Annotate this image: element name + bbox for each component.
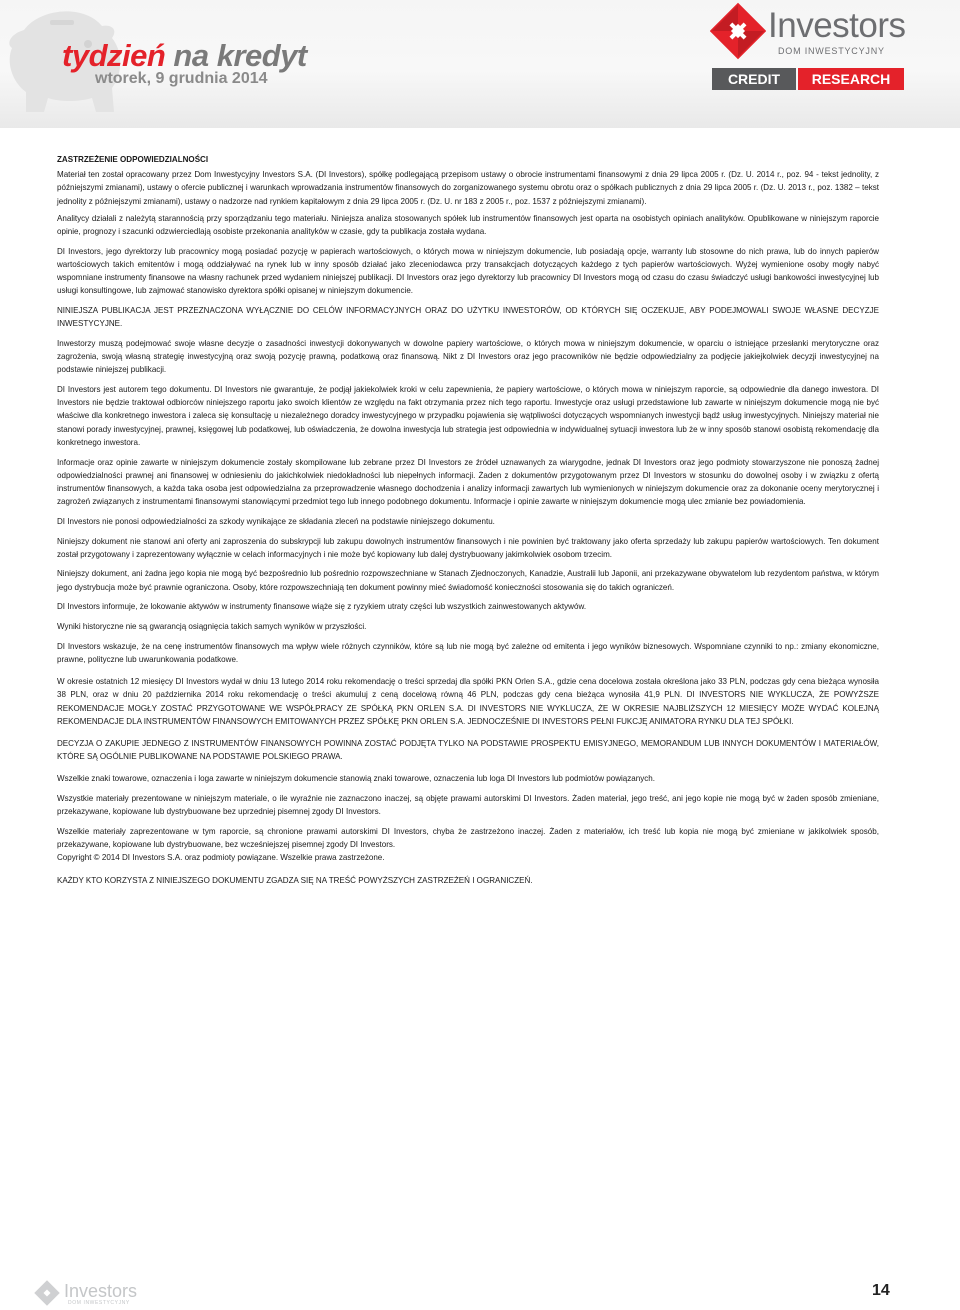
disclaimer-paragraph: Informacje oraz opinie zawarte w niniejszym dokumencie zostały skompilowane lub zebrane przez DI Investors ze źródeł uznawanych za wiarygodne, jednak DI Investors oraz jego podmioty stowarzyszone nie ponoszą żadnej odpowiedzialności prawnej ani finansowej w odniesieniu do jakichkolwiek niedokładności lub niepełnych informacji. Żaden z dokumentów przygotowanym przez DI Investors w stosunku do dowolnej osoby i w związku z ofertą instrumentów finansowych, a każda taka osoba jest odpowiedzialna za przeprowadzenie własnego dochodzenia i analizy informacji zawartych lub wymienionych w niniejszym dokumencie oraz za dokonanie oceny merytorycznej i zagrożeń związanych z instrumentami finansowymi stanowiącymi przedmiot tego lub innego podobnego dokumentu. Informacje i opinie zawarte w niniejszym dokumencie mogą ulec zmianie bez powiadomienia. [57,457,879,507]
disclaimer-paragraph: DI Investors, jego dyrektorzy lub pracownicy mogą posiadać pozycję w papierach wartościowych, o których mowa w niniejszym dokumencie, lub posiadają opcje, warranty lub stosowne do nich prawa, lub do innych papierów wartościowych takich emitentów i mogą oddziaływać na rynek lub w inny sposób działać jako zleceniodawca przy transakcjach dotyczących każdego z tych papierów wartościowych. Wyżej wymienione osoby mogły nabyć wspomniane instrumenty finansowe na własny rachunek przed wydaniem niniejszej publikacji. DI Investors oraz jego dyrektorzy lub pracownicy DI Investors mogą od czasu do czasu świadczyć usługi bankowości inwestycyjnej lub usługi konsultingowe, lub zajmować stanowisko dyrektora spółki opisanej w niniejszym dokumencie. [57,246,879,296]
disclaimer-paragraph: DI Investors wskazuje, że na cenę instrumentów finansowych ma wpływ wiele różnych czynników, które są lub nie mogą być zależne od emitenta i jego wyników biznesowych. Wspomniane czynniki to np.: zmiany ekonomiczne, prawne, polityczne lub uwarunkowania podatkowe. [57,641,879,664]
disclaimer-paragraph: DI Investors jest autorem tego dokumentu. DI Investors nie gwarantuje, że podjął jakiekolwiek kroki w celu zapewnienia, że papiery wartościowe, o których mowa w niniejszym raporcie, są odpowiednie dla danego inwestora. DI Investors nie będzie traktował odbiorców niniejszego raportu jako swoich klientów ze względu na fakt otrzymania przez nich tego raportu. Inwestycje oraz usługi przedstawione lub zawarte w niniejszym dokumencie mogą nie być właściwe dla konkretnego inwestora i zaleca się konsultację u niezależnego doradcy inwestycyjnego w przypadku pojawienia się wątpliwości dotyczących wspomnianych inwestycji bądź usług inwestycyjnych. Niniejszy materiał nie stanowi porady inwestycyjnej, prawnej, księgowej lub podatkowej, lub oświadczenia, że dowolna inwestycja lub strategia jest odpowiednia w indywidualnej sytuacji inwestora lub że w inny sposób stanowi osobistą rekomendację dla konkretnego inwestora. [57,385,879,447]
investors-diamond-icon [33,1279,61,1307]
disclaimer-paragraph: NINIEJSZA PUBLIKACJA JEST PRZEZNACZONA WYŁĄCZNIE DO CELÓW INFORMACYJNYCH ORAZ DO UŻYTKU INWESTORÓW, OD KTÓRYCH SIĘ OCZEKUJE, ABY PODEJMOWALI SWOJE WŁASNE DECYZJE INWESTYCYJNE. [57,306,879,329]
banner-credit: CREDIT [712,68,796,90]
investors-logo [710,2,906,62]
publication-title-part1: tydzień [62,38,166,73]
publication-date: wtorek, 9 grudnia 2014 [95,70,268,87]
banner-research: RESEARCH [798,68,904,90]
disclaimer-paragraph: DI Investors nie ponosi odpowiedzialności za szkody wynikające ze składania zleceń na podstawie niniejszego dokumentu. [57,516,495,526]
page-header [0,0,960,128]
footer-brand-subtitle: DOM INWESTYCYJNY [68,1300,130,1306]
footer-brand-name: Investors [64,1281,138,1301]
brand-name: Investors [768,6,906,45]
disclaimer-heading: ZASTRZEŻENIE ODPOWIEDZIALNOŚCI [57,155,209,164]
disclaimer-paragraph: DECYZJA O ZAKUPIE JEDNEGO Z INSTRUMENTÓW FINANSOWYCH POWINNA ZOSTAĆ PODJĘTA TYLKO NA PODSTAWIE PROSPEKTU EMISYJNEGO, MEMORANDUM LUB INNYCH DOKUMENTÓW I MATERIAŁÓW, KTÓRE SĄ OGÓLNIE PUBLIKOWANE NA PODSTAWIE POLSKIEGO PRAWA. [57,739,879,762]
disclaimer-paragraph: Wszelkie znaki towarowe, oznaczenia i loga zawarte w niniejszym dokumencie stanowią znaki towarowe, oznaczenia lub loga DI Investors lub podmiotów powiązanych. [57,774,656,784]
publication-title [62,38,307,74]
copyright-line: Copyright © 2014 DI Investors S.A. oraz podmioty powiązane. Wszelkie prawa zastrzeżone. [57,853,385,863]
disclaimer-paragraph: Inwestorzy muszą podejmować swoje własne decyzje o zasadności inwestycji dokonywanych w dowolne papiery wartościowe, o których mowa w niniejszym dokumencie, w oparciu o istniejące przesłanki merytoryczne oraz zagrożenia, swoją własną strategię inwestycyjną oraz swoją pozycję prawną, podatkową oraz finansową. Nikt z DI Investors oraz jego pracowników nie będzie odpowiedzialny za podjęcie jakiejkolwiek decyzji inwestycyjnej na podstawie niniejszej publikacji. [57,338,879,375]
disclaimer-paragraph: Analitycy działali z należytą starannością przy sporządzaniu tego materiału. Niniejsza analiza stosowanych spółek lub instrumentów finansowych jest oparta na osobistych opiniach analityków. Opublikowane w niniejszym raporcie opinie, prognozy i szacunki odzwierciedlają osobiste przekonania analityków w czasie, gdy ta publikacja została wydana. [57,213,879,237]
disclaimer-section [57,153,879,887]
disclaimer-paragraph: Niniejszy dokument, ani żadna jego kopia nie mogą być bezpośrednio lub pośrednio rozpowszechniane w Stanach Zjednoczonych, Kanadzie, Australii lub Japonii, ani przekazywane obywatelom lub rezydentom państwa, w którym jego dystrybucja może być prawnie ograniczona. Osoby, które rozpowszechniają ten dokument powinny mieć świadomość konieczności stosowania się do takich ograniczeń. [57,569,879,592]
disclaimer-paragraph: Wyniki historyczne nie są gwarancją osiągnięcia takich samych wyników w przyszłości. [57,622,367,632]
brand-subtitle: DOM INWESTYCYJNY [778,46,885,56]
footer-logo [33,1277,143,1310]
publication-title-part2: na kredyt [173,38,307,73]
investors-diamond-icon [710,2,766,60]
credit-research-banner [712,68,904,90]
disclaimer-paragraph: Materiał ten został opracowany przez Dom Inwestycyjny Investors S.A. (DI Investors), spółkę podlegającą przepisom ustawy o obrocie instrumentami finansowymi z dnia 29 lipca 2005 r. (Dz. U. 2014 r., poz. 94 - tekst jednolity, z późniejszymi zmianami), ustawy o ofercie publicznej i warunkach wprowadzania instrumentów finansowych do zorganizowanego systemu obrotu oraz o spółkach publicznych z dnia 29 lipca 2005 r. (Dz. U. 2013 r., poz. 1382 – tekst jednolity z późniejszymi zmianami), ustawy o nadzorze nad rynkiem kapitałowym z dnia 29 lipca 2005 r. (Dz. U. nr 183 z 2005 r., poz. 1537 z późniejszymi zmianami). [57,170,879,206]
disclaimer-paragraph: Wszelkie materiały zaprezentowane w tym raporcie, są chronione prawami autorskimi DI Investors, chyba że zastrzeżono inaczej. Żaden z materiałów, ich treść lub kopia nie mogą być zmieniane w jakikolwiek sposób, przekazywane, kopiowane lub dystrybuowane, bez wcześniejszej pisemnej zgody DI Investors. [57,827,879,850]
disclaimer-paragraph: W okresie ostatnich 12 miesięcy DI Investors wydał w dniu 13 lutego 2014 roku rekomendację o treści sprzedaj dla spółki PKN Orlen S.A., gdzie cena docelowa została określona jako 33 PLN, podczas gdy cena bieżąca wynosiła 38 PLN, oraz w dniu 20 października 2014 roku rekomendację o treści akumuluj z ceną docelową równą 46 PLN, podczas gdy cena bieżąca wynosiła 41,9 PLN. DI INVESTORS NIE WYKLUCZA, ŻE POWYŻSZE REKOMENDACJE MOGŁY ZOSTAĆ PRZYGOTOWANE WE WSPÓŁPRACY ZE SPÓŁKĄ PKN ORLEN S.A. DI INVESTORS NIE WYKLUCZA, ŻE W OKRESIE NAJBLIŻSZYCH 12 MIESIĘCY MOŻE WYDAĆ KOLEJNĄ REKOMENDACJE DLA INSTRUMENTÓW FINANSOWYCH EMITOWANYCH PRZEZ SPÓŁKĘ PKN ORLEN S.A. JEDNOCZEŚNIE DI INVESTORS PEŁNI FUKCJĘ ANIMATORA RYNKU DLA TEJ SPÓŁKI. [57,677,879,726]
disclaimer-paragraph: KAŻDY KTO KORZYSTA Z NINIEJSZEGO DOKUMENTU ZGADZA SIĘ NA TREŚĆ POWYŻSZYCH ZASTRZEŻEŃ I OGRANICZEŃ. [57,875,533,885]
disclaimer-paragraph: Niniejszy dokument nie stanowi ani oferty ani zaproszenia do subskrypcji lub zakupu dowolnych instrumentów finansowych i nie powinien być traktowany jako oferta sprzedaży lub zakupu papierów wartościowych. Ten dokument został przygotowany i zaprezentowany wyłącznie w celach informacyjnych i nie może być kopiowany lub dalej dystrybuowany jakimkolwiek osobom trzecim. [57,536,879,559]
page-number: 14 [872,1282,890,1299]
disclaimer-paragraph: Wszystkie materiały prezentowane w niniejszym materiale, o ile wyraźnie nie zaznaczono inaczej, są objęte prawami autorskimi DI Investors. Żaden materiał, jego treść, ani jego kopie nie mogą być w żaden sposób zmieniane, przekazywane, kopiowane lub dystrybuowane bez uprzedniej pisemnej zgody DI Investors. [57,794,879,817]
disclaimer-paragraph: DI Investors informuje, że lokowanie aktywów w instrumenty finansowe wiąże się z ryzykiem utraty części lub wszystkich zainwestowanych aktywów. [57,602,587,612]
